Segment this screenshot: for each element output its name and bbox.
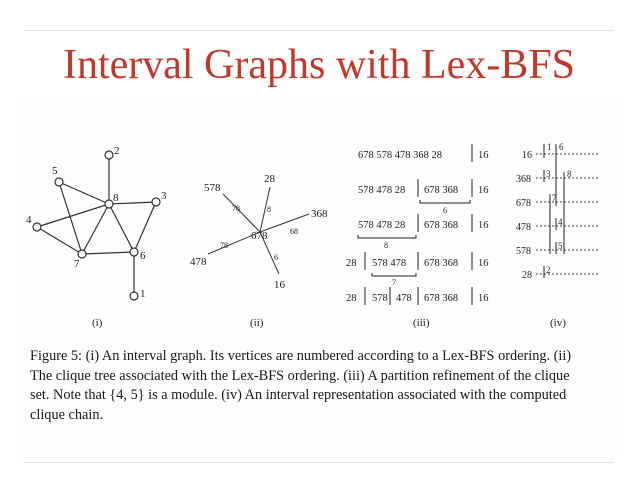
panel-label-i: (i) — [92, 317, 103, 329]
partition-part: 678 368 — [424, 185, 459, 196]
vertex-6 — [130, 248, 138, 256]
pivot-label: 6 — [443, 206, 447, 215]
interval-vertex-label: 8 — [567, 169, 572, 179]
vertex-1 — [130, 292, 138, 300]
edge-5-7 — [59, 182, 82, 254]
panel-label-iii: (iii) — [413, 317, 430, 329]
tree-edge-label: 78 — [220, 241, 228, 250]
tree-edge-label: 68 — [290, 227, 298, 236]
interval-row-label: 578 — [516, 246, 531, 257]
partition-part: 678 368 — [424, 293, 459, 304]
vertex-label: 8 — [113, 192, 119, 204]
top-divider — [24, 30, 614, 31]
interval-row-label: 368 — [516, 174, 531, 185]
partition-part: 578 478 28 — [358, 220, 406, 231]
partition-part: 678 578 478 368 28 — [358, 150, 442, 161]
interval-row-label: 678 — [516, 198, 531, 209]
interval-row-label: 16 — [522, 150, 532, 161]
tree-edge — [223, 194, 260, 232]
partition-part: 16 — [478, 150, 489, 161]
interval-vertex-label: 1 — [547, 142, 552, 152]
partition-part: 578 — [372, 293, 388, 304]
pivot-bracket — [420, 200, 470, 203]
partition-refinement-iii — [346, 150, 489, 304]
interval-vertex-label: 3 — [546, 169, 551, 179]
edge-7-6 — [82, 252, 134, 254]
partition-part: 28 — [346, 258, 357, 269]
interval-vertex-label: 7 — [552, 193, 557, 203]
tree-center-node: 678 — [251, 230, 268, 242]
edge-8-6 — [109, 204, 134, 252]
vertex-label: 1 — [140, 288, 146, 300]
partition-part: 578 478 — [372, 258, 407, 269]
vertex-3 — [152, 198, 160, 206]
pivot-bracket — [372, 273, 416, 276]
partition-part: 478 — [396, 293, 412, 304]
slide-title: Interval Graphs with Lex-BFS — [62, 42, 576, 88]
partition-part: 28 — [346, 293, 357, 304]
vertex-2 — [105, 151, 113, 159]
vertex-4 — [33, 223, 41, 231]
panel-label-ii: (ii) — [250, 317, 264, 329]
pivot-bracket — [358, 235, 416, 238]
tree-leaf-node: 478 — [190, 256, 207, 268]
pivot-label: 7 — [392, 278, 396, 287]
vertex-7 — [78, 250, 86, 258]
tree-leaf-node: 368 — [311, 208, 328, 220]
interval-vertex-label: 5 — [558, 241, 563, 251]
tree-edge-label: 6 — [274, 253, 278, 262]
partition-part: 16 — [478, 293, 489, 304]
vertex-label: 3 — [161, 190, 167, 202]
edge-5-8 — [59, 182, 109, 204]
tree-leaf-node: 578 — [204, 182, 221, 194]
tree-edge-label: 78 — [232, 204, 240, 213]
partition-part: 16 — [478, 185, 489, 196]
edge-3-6 — [134, 202, 156, 252]
tree-edge-label: 8 — [267, 205, 271, 214]
vertex-label: 4 — [26, 214, 32, 226]
figure-caption: Figure 5: (i) An interval graph. Its vertices are numbered according to a Lex-BFS ordering. (ii) The clique tree associated with the Lex-BFS ordering. (iii) A partition refinement of the clique set. Note that {4, 5} is a module. (iv) An interval representation associated with the computed clique chain. — [30, 348, 572, 423]
bottom-divider — [24, 462, 614, 463]
interval-row-label: 28 — [522, 270, 532, 281]
partition-part: 678 368 — [424, 220, 459, 231]
partition-part: 16 — [478, 258, 489, 269]
vertex-label: 7 — [74, 258, 80, 270]
vertex-5 — [55, 178, 63, 186]
interval-row-label: 478 — [516, 222, 531, 233]
pivot-label: 8 — [384, 241, 388, 250]
vertex-label: 6 — [140, 250, 146, 262]
figure-diagram — [16, 102, 622, 342]
tree-leaf-node: 16 — [274, 279, 285, 291]
interval-vertex-label: 2 — [546, 265, 551, 275]
vertex-label: 2 — [114, 145, 120, 157]
interval-vertex-label: 4 — [558, 217, 563, 227]
partition-part: 678 368 — [424, 258, 459, 269]
tree-leaf-node: 28 — [264, 173, 275, 185]
vertex-8 — [105, 200, 113, 208]
interval-representation-iv — [516, 150, 532, 281]
partition-part: 16 — [478, 220, 489, 231]
interval-vertex-label: 6 — [559, 142, 564, 152]
vertex-label: 5 — [52, 165, 58, 177]
panel-label-iv: (iv) — [550, 317, 566, 329]
partition-part: 578 478 28 — [358, 185, 406, 196]
